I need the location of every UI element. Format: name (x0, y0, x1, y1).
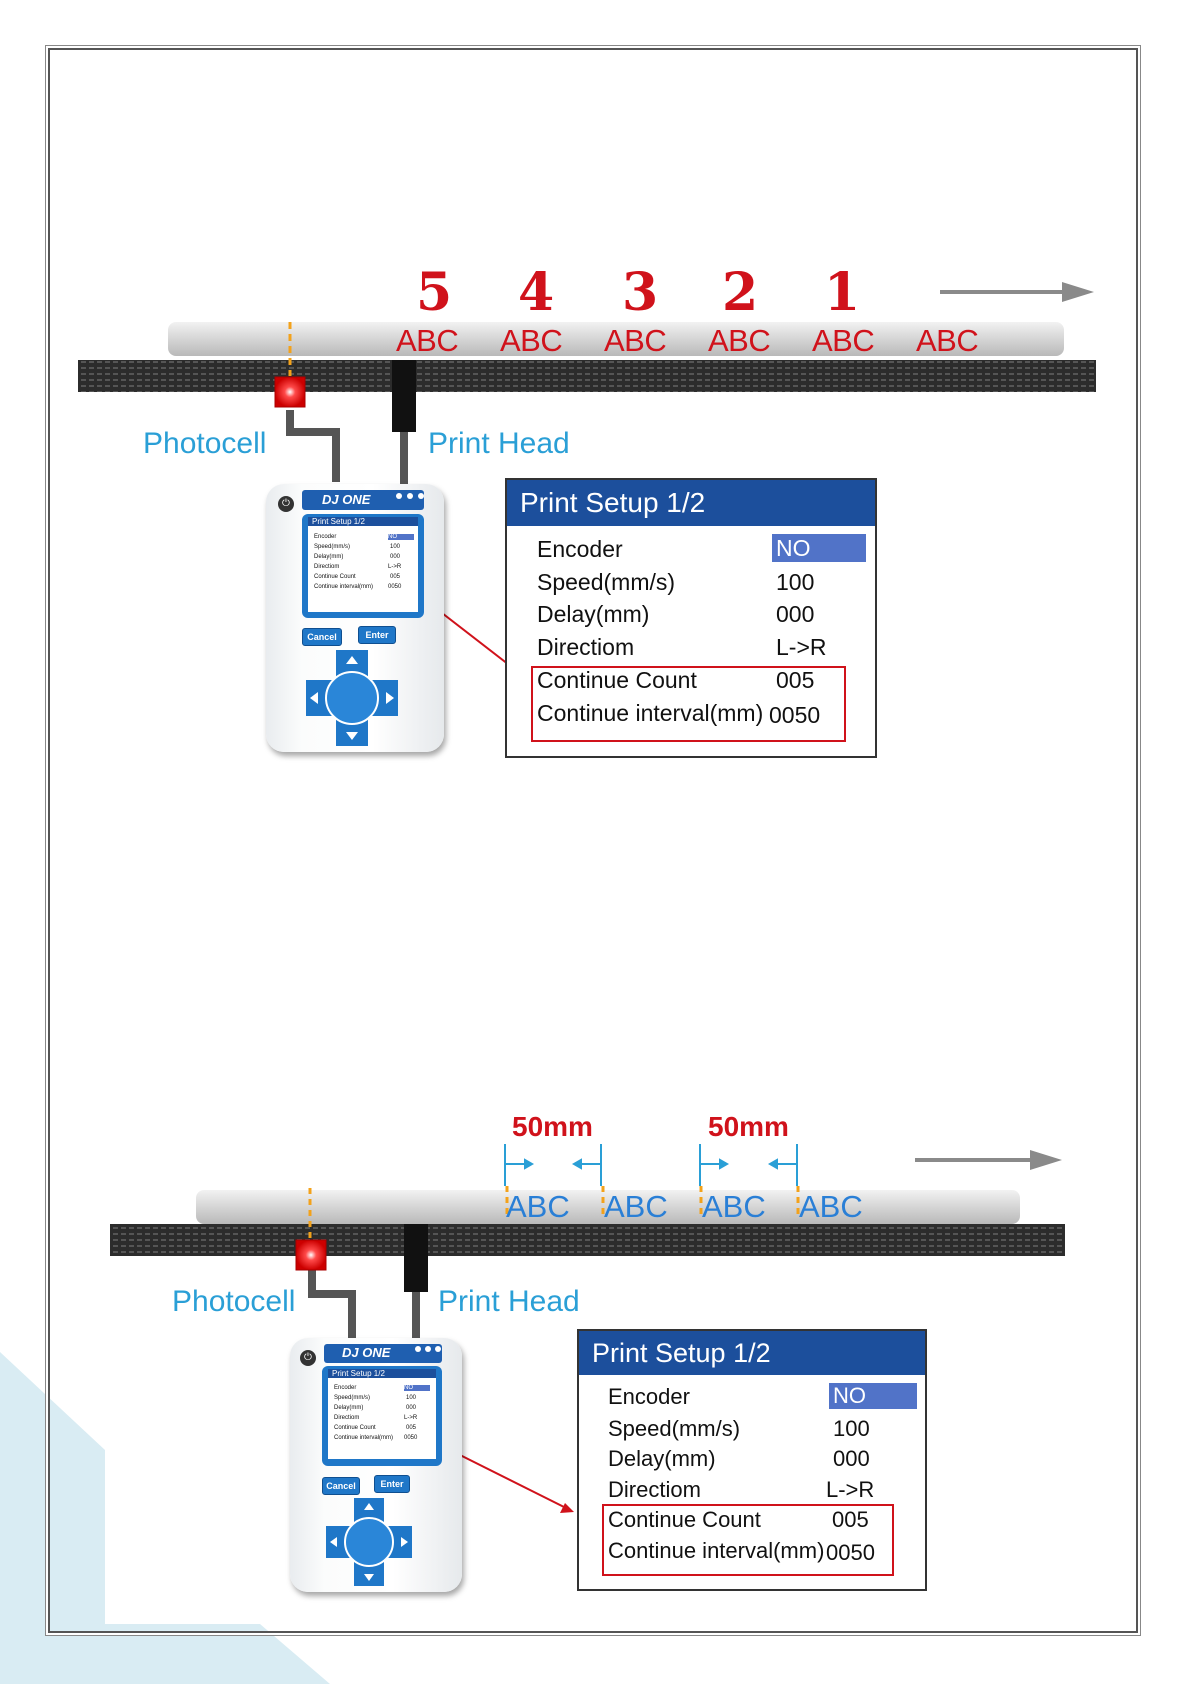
cancel-button[interactable]: Cancel (302, 628, 342, 646)
device-screen (328, 1369, 436, 1459)
indicator-led (435, 1346, 441, 1352)
setting-label: Directiom (608, 1477, 701, 1502)
setting-value-selected[interactable]: NO (829, 1383, 917, 1409)
setting-value: 005 (776, 667, 815, 693)
indicator-led (415, 1346, 421, 1352)
device-row-label: Continue interval(mm) (334, 1435, 394, 1441)
sequence-number: 1 (824, 262, 861, 323)
device-row-value: 000 (390, 554, 401, 560)
indicator-led (396, 493, 402, 499)
setting-value: 0050 (769, 702, 821, 728)
device-row-label: Encoder (314, 534, 337, 540)
setting-value: L->R (826, 1477, 875, 1502)
setting-value: 0050 (826, 1540, 875, 1565)
device-row-value: NO (404, 1385, 430, 1391)
power-icon[interactable]: ⏻ (300, 1350, 316, 1366)
setting-label: Encoder (608, 1384, 690, 1409)
interval-label: 50mm (708, 1111, 789, 1142)
printed-code: ABC (702, 1189, 766, 1224)
navigation-dpad[interactable] (302, 650, 402, 746)
printed-code: ABC (708, 323, 771, 358)
setting-label: Continue interval(mm) (537, 700, 764, 726)
setting-label: Directiom (537, 634, 635, 660)
setting-value: 100 (833, 1416, 870, 1441)
print-setup-panel (577, 1329, 927, 1591)
device-screen (308, 517, 418, 612)
device-row-label: Directiom (314, 564, 340, 570)
device-row-value: 0050 (388, 584, 402, 590)
interval-dimension-markers (505, 1144, 797, 1186)
device-screen-title: Print Setup 1/2 (308, 517, 418, 526)
printed-code: ABC (604, 323, 667, 358)
conveyor-belt (110, 1224, 1065, 1256)
printed-code: ABC (812, 323, 875, 358)
setting-value: 000 (833, 1446, 870, 1471)
device-row-label: Continue Count (334, 1425, 376, 1431)
indicator-led (425, 1346, 431, 1352)
setting-label: Delay(mm) (608, 1446, 716, 1471)
setting-label: Continue interval(mm) (608, 1538, 825, 1563)
power-icon[interactable]: ⏻ (278, 496, 294, 512)
device-row-value: 005 (406, 1425, 417, 1431)
brand-logo: DJ ONE (322, 492, 371, 507)
enter-button[interactable]: Enter (358, 626, 396, 644)
printed-code: ABC (916, 323, 979, 358)
device-row-value: 000 (406, 1405, 417, 1411)
setting-label: Continue Count (537, 667, 697, 693)
print-setup-panel (505, 478, 877, 758)
cancel-button[interactable]: Cancel (322, 1477, 360, 1495)
print-head-label: Print Head (438, 1285, 580, 1318)
device-row-label: Encoder (334, 1385, 357, 1391)
brand-logo: DJ ONE (342, 1345, 391, 1360)
setting-label: Encoder (537, 536, 623, 562)
printed-code: ABC (506, 1189, 570, 1224)
print-head-label: Print Head (428, 427, 570, 460)
device-row-value: L->R (388, 564, 402, 570)
printed-code: ABC (799, 1189, 863, 1224)
panel-title: Print Setup 1/2 (507, 480, 875, 526)
panel-title: Print Setup 1/2 (579, 1331, 925, 1375)
navigation-dpad[interactable] (324, 1498, 414, 1586)
highlight-box (602, 1504, 894, 1576)
device-row-label: Delay(mm) (334, 1405, 364, 1411)
sequence-number: 2 (722, 262, 759, 323)
device-row-value: 0050 (404, 1435, 418, 1441)
device-row-label: Delay(mm) (314, 554, 344, 560)
photocell-sensor (275, 377, 305, 407)
setting-value: 005 (832, 1507, 869, 1532)
sequence-number: 5 (416, 262, 453, 323)
photocell-sensor (296, 1240, 326, 1270)
setting-label: Delay(mm) (537, 601, 650, 627)
device-row-value: NO (388, 534, 414, 540)
photocell-label: Photocell (143, 427, 267, 460)
enter-button[interactable]: Enter (374, 1475, 410, 1493)
indicator-led (418, 493, 424, 499)
device-row-label: Continue Count (314, 574, 356, 580)
setting-value: 000 (776, 601, 815, 627)
setting-label: Continue Count (608, 1507, 761, 1532)
setting-value: L->R (776, 634, 827, 660)
printed-code: ABC (396, 323, 459, 358)
setting-value-selected[interactable]: NO (772, 534, 866, 562)
printed-code: ABC (500, 323, 563, 358)
device-screen-title: Print Setup 1/2 (328, 1369, 436, 1378)
sequence-number: 4 (518, 262, 555, 323)
interval-label: 50mm (512, 1111, 593, 1142)
setting-value: 100 (776, 569, 815, 595)
highlight-box (531, 666, 846, 742)
device-row-value: 100 (390, 544, 401, 550)
photocell-label: Photocell (172, 1285, 296, 1318)
print-head (404, 1224, 428, 1292)
device-row-label: Continue interval(mm) (314, 584, 374, 590)
conveyor-belt (78, 360, 1096, 392)
device-row-label: Speed(mm/s) (334, 1395, 371, 1401)
indicator-led (407, 493, 413, 499)
device-row-label: Speed(mm/s) (314, 544, 351, 550)
setting-label: Speed(mm/s) (608, 1416, 741, 1441)
device-row-label: Directiom (334, 1415, 360, 1421)
device-row-value: L->R (404, 1415, 418, 1421)
handheld-controller (266, 484, 456, 784)
setting-label: Speed(mm/s) (537, 569, 676, 595)
printed-code: ABC (604, 1189, 668, 1224)
sequence-number: 3 (622, 262, 659, 323)
handheld-controller (290, 1338, 470, 1618)
print-head (392, 360, 416, 432)
device-row-value: 005 (390, 574, 401, 580)
device-row-value: 100 (406, 1395, 417, 1401)
